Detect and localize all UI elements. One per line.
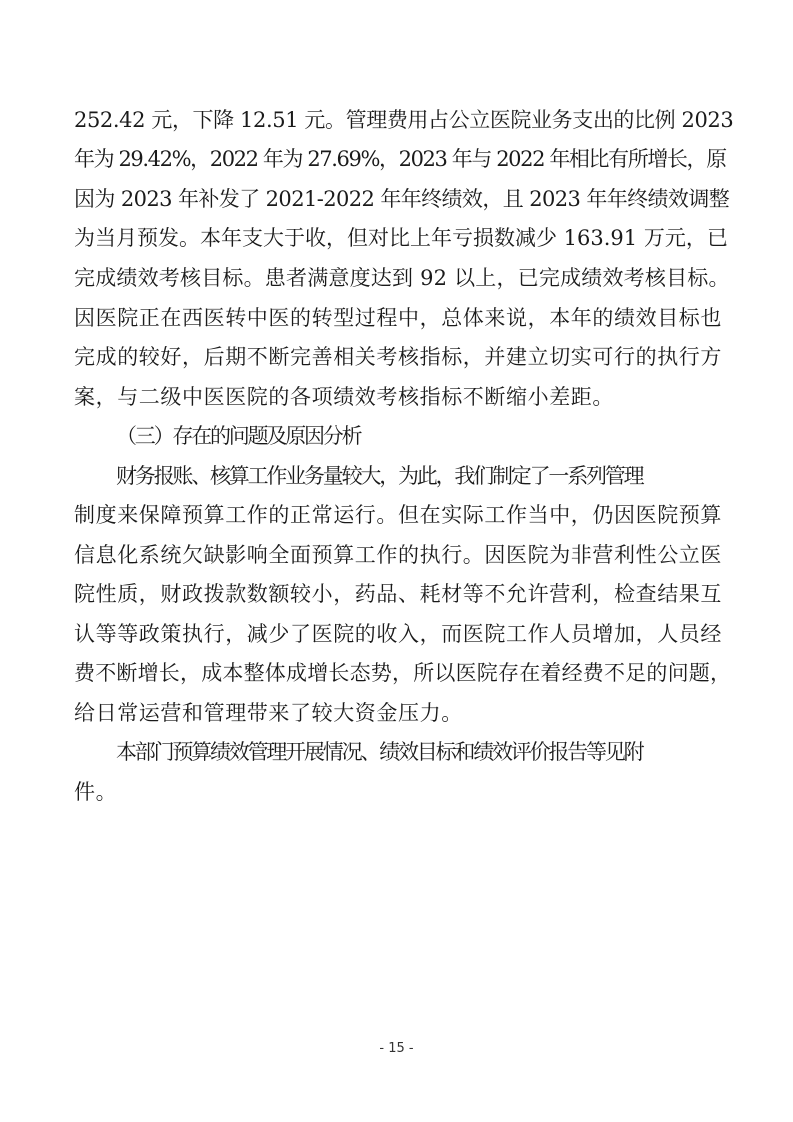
- paragraph-1-line-2: 年为 29.42%，2022 年为 27.69%，2023 年与 2022 年相比有所增长，原: [74, 147, 726, 171]
- paragraph-3-line-2: 件。: [74, 780, 118, 804]
- paragraph-2-line-2: 制度来保障预算工作的正常运行。但在实际工作当中，仍因医院预算: [74, 503, 722, 527]
- paragraph-1-line-5: 完成绩效考核目标。患者满意度达到 92 以上，已完成绩效考核目标。: [74, 266, 730, 290]
- paragraph-1-line-8: 案，与二级中医医院的各项绩效考核指标不断缩小差距。: [74, 385, 614, 409]
- paragraph-2-line-3: 信息化系统欠缺影响全面预算工作的执行。因医院为非营利性公立医: [74, 543, 722, 567]
- paragraph-1-line-6: 因医院正在西医转中医的转型过程中，总体来说，本年的绩效目标也: [74, 306, 722, 330]
- paragraph-1-line-1: 252.42 元，下降 12.51 元。管理费用占公立医院业务支出的比例 2023: [74, 108, 734, 132]
- paragraph-1-line-4: 为当月预发。本年支大于收，但对比上年亏损数减少 163.91 万元，已: [74, 226, 728, 250]
- paragraph-2-line-1: 财务报账、核算工作业务量较大，为此，我们制定了一系列管理: [116, 464, 643, 488]
- paragraph-2-line-5: 认等等政策执行，减少了医院的收入，而医院工作人员增加，人员经: [74, 622, 722, 646]
- paragraph-2-line-7: 给日常运营和管理带来了较大资金压力。: [74, 701, 463, 725]
- page-number: - 15 -: [379, 1041, 414, 1056]
- paragraph-1-line-7: 完成的较好，后期不断完善相关考核指标，并建立切实可行的执行方: [74, 345, 722, 369]
- section-heading: （三）存在的问题及原因分析: [116, 424, 361, 448]
- paragraph-2-line-4: 院性质，财政拨款数额较小，药品、耗材等不允许营利，检查结果互: [74, 582, 722, 606]
- paragraph-3-line-1: 本部门预算绩效管理开展情况、绩效目标和绩效评价报告等见附: [116, 740, 643, 764]
- paragraph-1-line-3: 因为 2023 年补发了 2021-2022 年年终绩效，且 2023 年年终绩效调整: [74, 187, 730, 211]
- paragraph-2-line-6: 费不断增长，成本整体成增长态势，所以医院存在着经费不足的问题，: [74, 661, 732, 685]
